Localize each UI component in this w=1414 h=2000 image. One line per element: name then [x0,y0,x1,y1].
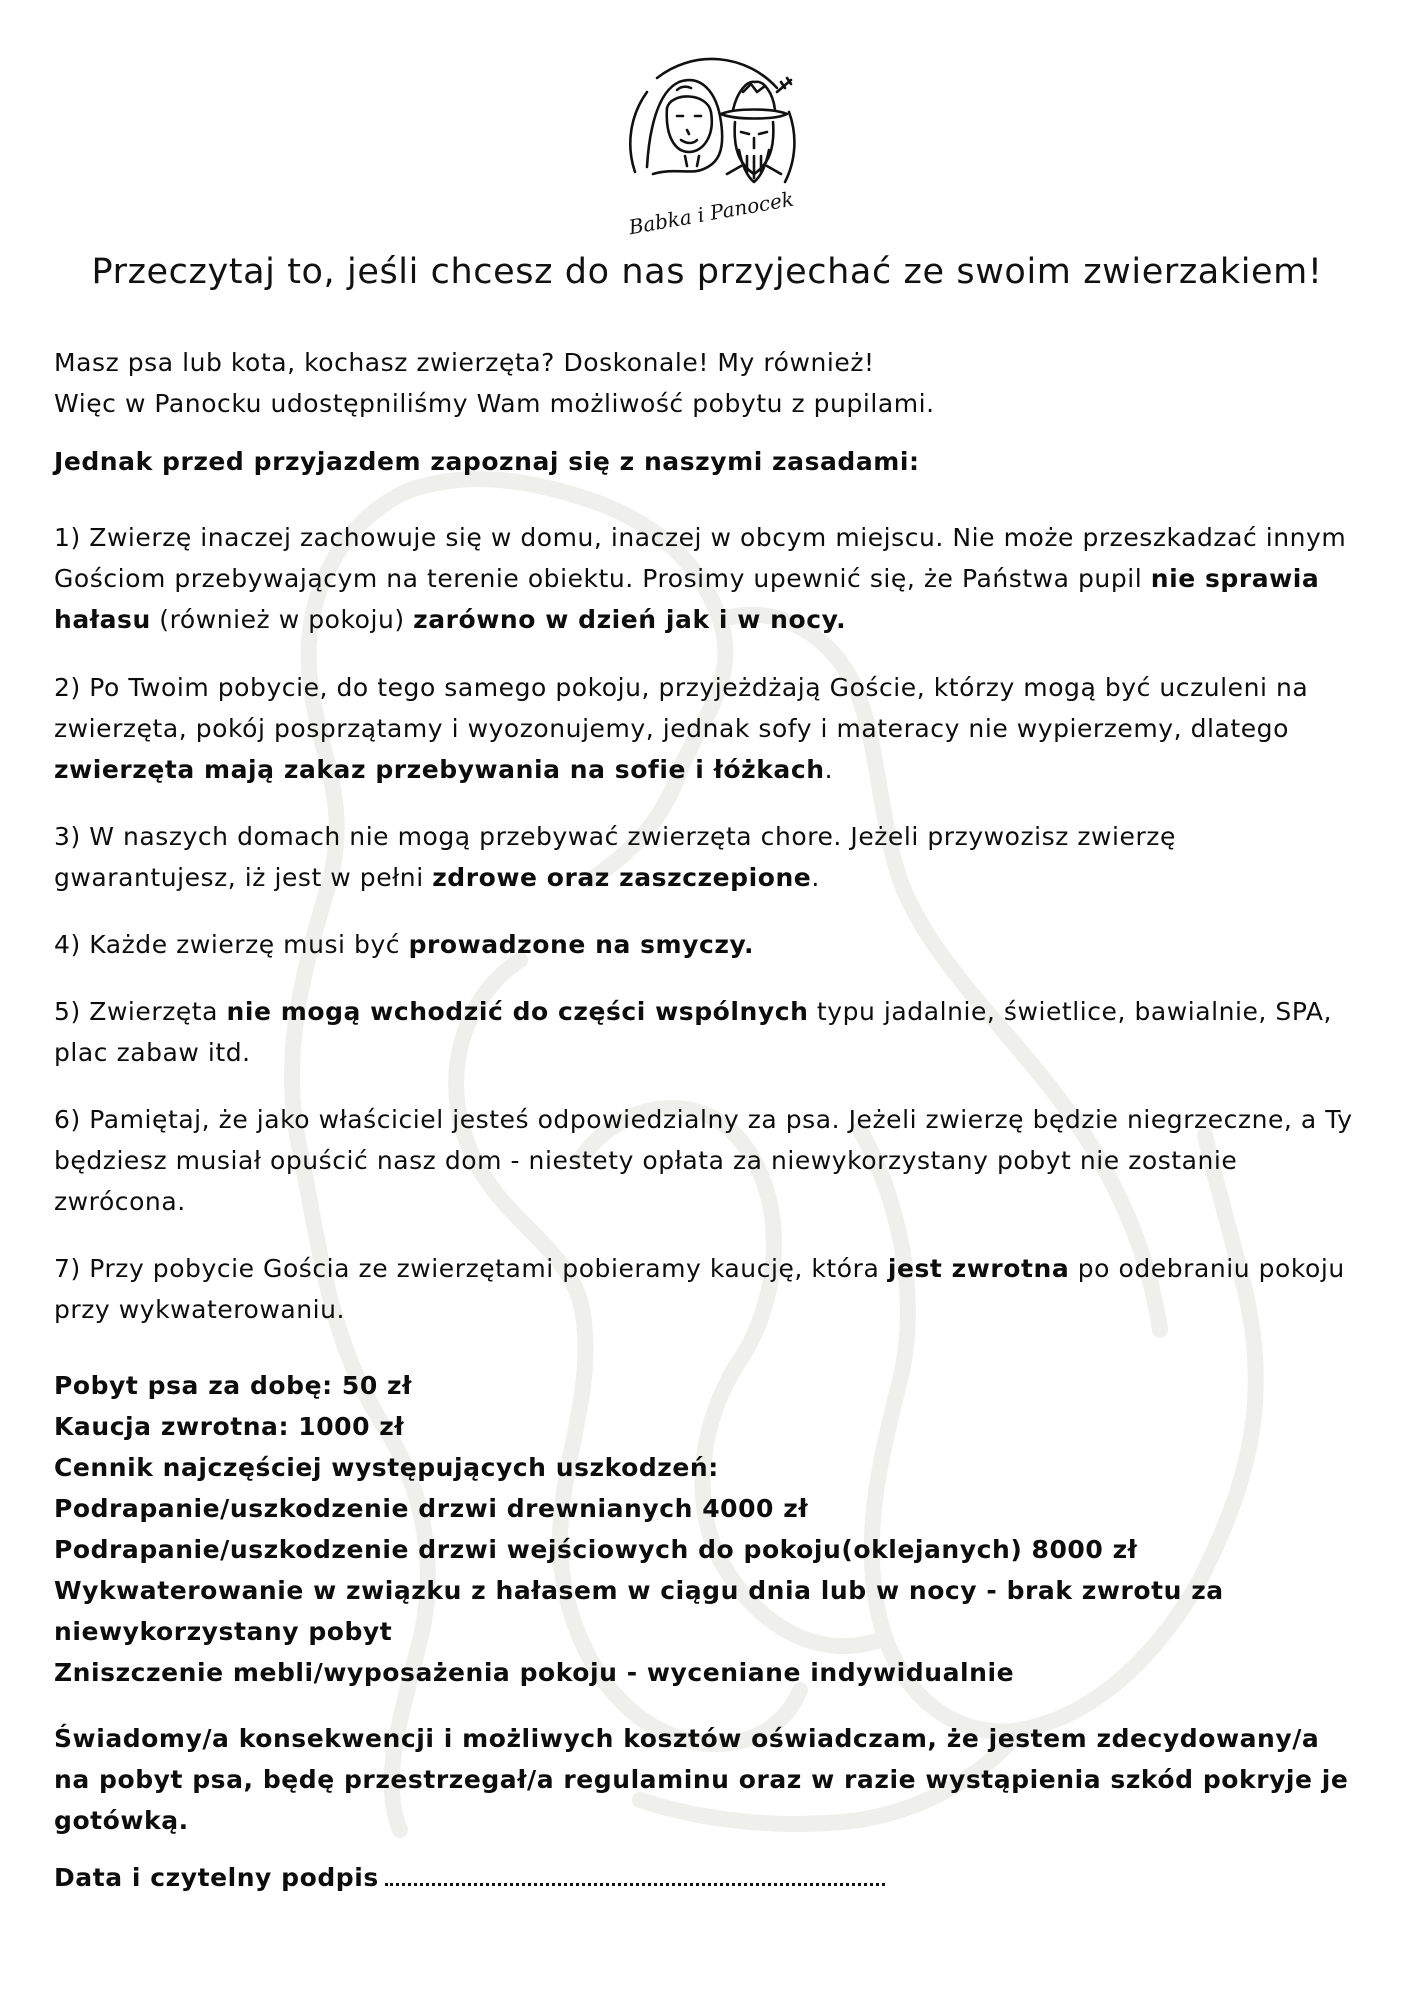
rule-item [54,517,1374,640]
rule-item [54,924,1374,965]
deposit: Kaucja zwrotna: 1000 zł [54,1412,405,1441]
rule-text: W naszych domach nie mogą przebywać zwierzęta chore. Jeżeli przywozisz zwierzę gwarantujesz, iż jest w pełni [54,822,1176,892]
rule-emphasis-text: zwierzęta mają zakaz przebywania na sofie i łóżkach [54,755,825,784]
rules-lead-text: Jednak przed przyjazdem zapoznaj się z naszymi zasadami: [54,447,920,476]
damage-price-item: Podrapanie/uszkodzenie drzwi drewnianych 4000 zł [54,1494,809,1523]
declaration-text: Świadomy/a konsekwencji i możliwych kosztów oświadczam, że jestem zdecydowany/a na pobyt psa, będę przestrzegał/a regulaminu oraz w razie wystąpienia szkód pokryje je gotówką. [54,1724,1349,1835]
rule-text: Zwierzęta [80,997,227,1026]
pricing-section [54,1365,1374,1693]
rule-emphasis-text: zdrowe oraz zaszczepione [432,863,812,892]
rule-text: Zwierzę inaczej zachowuje się w domu, inaczej w obcym miejscu. Nie może przeszkadzać innym Gościom przebywającym na terenie obiektu. Prosimy upewnić się, że Państwa pupil [54,523,1347,593]
rule-item [54,1099,1374,1222]
rule-text: (również w pokoju) [150,605,414,634]
rule-number: 1) [54,523,81,552]
rule-number: 5) [54,997,81,1026]
rule-text: . [824,755,834,784]
rule-emphasis-text: jest zwrotna [887,1254,1070,1283]
rules-lead [54,441,1374,482]
intro-line-2: Więc w Panocku udostępniliśmy Wam możliwość pobytu z pupilami. [54,389,935,418]
rule-text: Pamiętaj, że jako właściciel jesteś odpowiedzialny za psa. Jeżeli zwierzę będzie niegrzeczne, a Ty będziesz musiał opuścić nasz dom - niestety opłata za niewykorzystany pobyt nie zostanie zwrócona. [54,1105,1353,1216]
logo-brand-text: Babka i Panocek [626,186,796,240]
page-title: Przeczytaj to, jeśli chcesz do nas przyjechać ze swoim zwierzakiem! [91,252,1323,292]
intro-section [54,342,1374,424]
rule-text: Po Twoim pobycie, do tego samego pokoju, przyjeżdżają Goście, którzy mogą być uczuleni na zwierzęta, pokój posprzątamy i wyozonujemy, jednak sofy i materacy nie wypierzemy, dlatego [54,673,1309,743]
damage-price-item: Wykwaterowanie w związku z hałasem w ciągu dnia lub w nocy - brak zwrotu za niewykorzystany pobyt [54,1576,1224,1646]
rule-number: 2) [54,673,81,702]
rule-item [54,667,1374,790]
rule-emphasis-text: prowadzone na smyczy. [408,930,755,959]
rule-number: 4) [54,930,81,959]
daily-fee: Pobyt psa za dobę: 50 zł [54,1371,412,1400]
signature-label: Data i czytelny podpis [54,1863,379,1892]
rule-emphasis-text: nie sprawia hałasu [54,564,1320,634]
damage-price-item: Podrapanie/uszkodzenie drzwi wejściowych do pokoju(oklejanych) 8000 zł [54,1535,1138,1564]
rule-emphasis-text: zarówno w dzień jak i w nocy. [413,605,847,634]
signature-line[interactable] [385,1882,885,1886]
damage-price-header: Cennik najczęściej występujących uszkodzeń: [54,1453,719,1482]
rule-text: Przy pobycie Gościa ze zwierzętami pobieramy kaucję, która [80,1254,888,1283]
rule-item [54,816,1374,898]
rule-text: typu jadalnie, świetlice, bawialnie, SPA, plac zabaw itd. [54,997,1333,1067]
brand-logo [617,52,805,240]
rule-text: Każde zwierzę musi być [80,930,409,959]
couple-portrait-logo-icon [617,52,805,240]
rule-text: . [811,863,820,892]
rule-item [54,991,1374,1073]
damage-price-item: Zniszczenie mebli/wyposażenia pokoju - wyceniane indywidualnie [54,1658,1015,1687]
rule-text: po odebraniu pokoju przy wykwaterowaniu. [54,1254,1345,1324]
declaration-section [54,1718,1374,1841]
rule-item [54,1248,1374,1330]
rule-number: 7) [54,1254,81,1283]
intro-line-1: Masz psa lub kota, kochasz zwierzęta? Doskonale! My również! [54,348,875,377]
rule-emphasis-text: nie mogą wchodzić do części wspólnych [226,997,809,1026]
rule-number: 6) [54,1105,81,1134]
signature-section [54,1857,1374,1898]
rule-number: 3) [54,822,81,851]
